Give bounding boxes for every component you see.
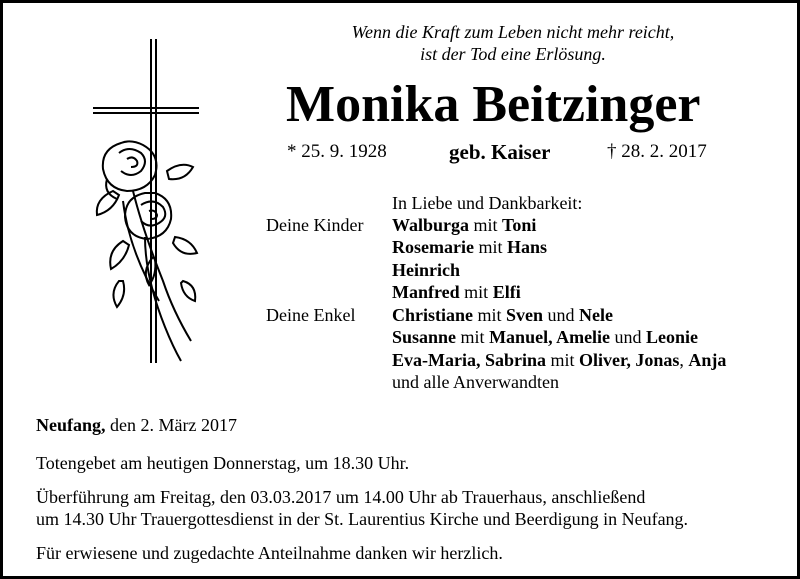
- family-name: Eva-Maria, Sabrina: [392, 350, 547, 370]
- cross-with-roses-icon: [83, 31, 203, 371]
- family-row: [392, 349, 726, 371]
- family-name: Manfred: [392, 282, 460, 302]
- relatives-line: und alle Anverwandten: [392, 372, 559, 392]
- family-name: Sven: [506, 305, 544, 325]
- family-row: [392, 281, 521, 303]
- thanks-line: Für erwiesene und zugedachte Anteilnahme danken wir herzlich.: [36, 543, 503, 563]
- family-row: [392, 326, 698, 348]
- birth-date: * 25. 9. 1928: [287, 141, 387, 162]
- death-date: † 28. 2. 2017: [607, 141, 707, 162]
- family-connector: mit: [473, 305, 507, 325]
- family-name: Hans: [506, 237, 548, 257]
- dedication: In Liebe und Dankbarkeit:: [392, 193, 583, 213]
- place: Neufang,: [36, 415, 106, 435]
- motto-line-1: Wenn die Kraft zum Leben nicht mehr reicht,: [351, 22, 675, 42]
- family-connector: mit: [459, 282, 493, 302]
- motto-line-2: ist der Tod eine Erlösung.: [420, 44, 606, 64]
- family-connector: ,: [679, 350, 689, 370]
- family-name: Walburga: [392, 215, 470, 235]
- family-name: Toni: [502, 215, 537, 235]
- family-name: Anja: [688, 350, 727, 370]
- family-name: Rosemarie: [392, 237, 474, 257]
- maiden-name: geb. Kaiser: [449, 140, 551, 164]
- family-name: Elfi: [492, 282, 521, 302]
- family-row: [392, 304, 613, 326]
- family-connector: und: [610, 327, 647, 347]
- family-name: Christiane: [392, 305, 473, 325]
- transfer-line-1: Überführung am Freitag, den 03.03.2017 um 14.00 Uhr ab Trauerhaus, anschließend: [36, 487, 646, 507]
- family-name: Heinrich: [392, 260, 460, 280]
- prayer-info: Totengebet am heutigen Donnerstag, um 18.30 Uhr.: [36, 453, 410, 473]
- family-name: Susanne: [392, 327, 457, 347]
- family-name: Manuel, Amelie: [489, 327, 611, 347]
- children-label: Deine Kinder: [266, 215, 364, 235]
- family-name: Leonie: [646, 327, 699, 347]
- date: den 2. März 2017: [105, 415, 237, 435]
- transfer-line-2: um 14.30 Uhr Trauergottesdienst in der St. Laurentius Kirche und Beerdigung in Neufang.: [36, 509, 689, 529]
- family-name: Oliver, Jonas: [579, 350, 680, 370]
- family-connector: mit: [546, 350, 580, 370]
- family-row: [392, 236, 547, 258]
- family-row: [392, 259, 460, 281]
- family-connector: mit: [473, 237, 507, 257]
- family-connector: mit: [456, 327, 490, 347]
- grandchildren-label: Deine Enkel: [266, 305, 356, 325]
- place-date: [36, 414, 237, 436]
- deceased-name: Monika Beitzinger: [286, 76, 701, 133]
- family-connector: mit: [469, 215, 503, 235]
- family-row: [392, 214, 536, 236]
- family-name: Nele: [579, 305, 614, 325]
- family-connector: und: [543, 305, 580, 325]
